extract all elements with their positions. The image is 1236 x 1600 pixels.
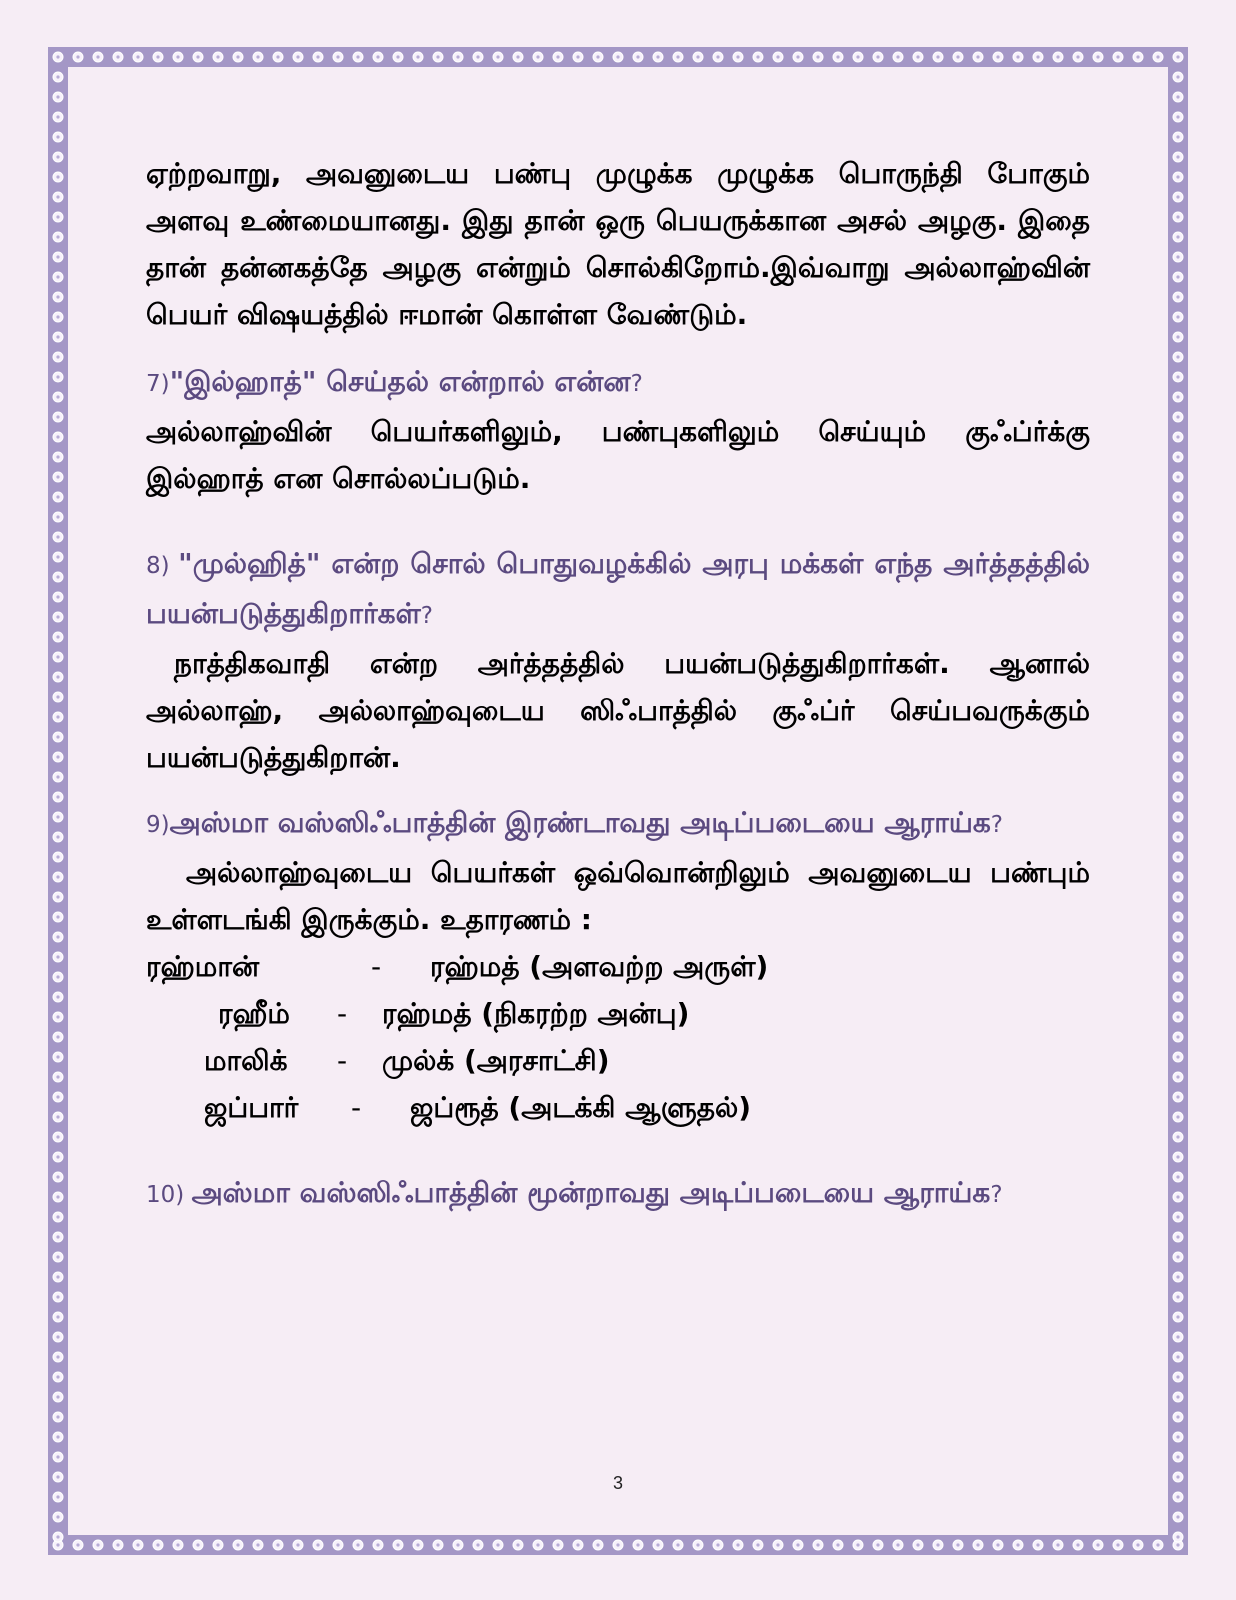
- page-number: 3: [612, 1473, 623, 1493]
- example-name: ஜப்பார்: [204, 1091, 299, 1124]
- question-9: [146, 799, 1090, 849]
- answer-8: நாத்திகவாதி என்ற அர்த்தத்தில் பயன்படுத்துகிறார்கள். ஆனால் அல்லாஹ், அல்லாஹ்வுடைய ஸிஃபாத்தில் குஃப்ர் செய்பவருக்கும் பயன்படுத்துகிறான்.: [146, 647, 1090, 774]
- question-7: [146, 358, 1090, 408]
- example-root: ஜப்ரூத் (அடக்கி ஆளுதல்): [410, 1091, 752, 1124]
- name-examples-list: [146, 943, 1090, 1131]
- question-10-text: அஸ்மா வஸ்ஸிஃபாத்தின் மூன்றாவது அடிப்படையை ஆராய்க: [191, 1176, 991, 1209]
- example-row: [146, 990, 1090, 1037]
- question-8: [146, 540, 1090, 640]
- example-row: [146, 1037, 1090, 1084]
- question-10: [146, 1169, 1090, 1219]
- question-8-number: 8): [146, 553, 179, 579]
- answer-7: அல்லாஹ்வின் பெயர்களிலும், பண்புகளிலும் செய்யும் குஃப்ர்க்கு இல்ஹாத் என சொல்லப்படும்.: [146, 415, 1090, 495]
- example-name: மாலிக்: [204, 1044, 288, 1077]
- example-name: ரஹ்மான்: [146, 950, 260, 983]
- example-root: ரஹ்மத் (அளவற்ற அருள்): [430, 950, 769, 983]
- question-9-mark: ?: [990, 812, 1003, 838]
- example-dash: -: [336, 1044, 348, 1077]
- intro-paragraph: ஏற்றவாறு, அவனுடைய பண்பு முழுக்க முழுக்க பொருந்தி போகும் அளவு உண்மையானது. இது தான் ஒரு பெயருக்கான அசல் அழகு. இதை தான் தன்னகத்தே அழகு என்றும் சொல்கிறோம்.இவ்வாறு அல்லாஹ்வின் பெயர் விஷயத்தில் ஈமான் கொள்ள வேண்டும்.: [146, 157, 1090, 331]
- question-10-mark: ?: [990, 1182, 1003, 1208]
- question-8-mark: ?: [420, 603, 433, 629]
- question-8-text: "முல்ஹித்" என்ற சொல் பொதுவழக்கில் அரபு மக்கள் எந்த அர்த்தத்தில் பயன்படுத்துகிறார்கள்: [146, 547, 1090, 630]
- question-9-number: 9): [146, 812, 170, 838]
- answer-9: அல்லாஹ்வுடைய பெயர்கள் ஒவ்வொன்றிலும் அவனுடைய பண்பும் உள்ளடங்கி இருக்கும். உதாரணம் :: [146, 856, 1090, 936]
- question-9-text: அஸ்மா வஸ்ஸிஃபாத்தின் இரண்டாவது அடிப்படையை ஆராய்க: [169, 806, 991, 839]
- question-7-text: "இல்ஹாத்" செய்தல் என்றால் என்ன: [169, 365, 631, 398]
- page-content: [146, 150, 1090, 1219]
- example-name: ரஹீம்: [218, 997, 290, 1030]
- example-dash: -: [370, 950, 382, 983]
- example-root: ரஹ்மத் (நிகரற்ற அன்பு): [382, 997, 690, 1030]
- example-row: [146, 1084, 1090, 1131]
- example-root: முல்க் (அரசாட்சி): [382, 1044, 610, 1077]
- question-7-number: 7): [146, 371, 170, 397]
- question-7-mark: ?: [630, 371, 643, 397]
- question-10-number: 10): [146, 1182, 192, 1208]
- example-dash: -: [336, 997, 348, 1030]
- example-row: [146, 943, 1090, 990]
- example-dash: -: [350, 1091, 362, 1124]
